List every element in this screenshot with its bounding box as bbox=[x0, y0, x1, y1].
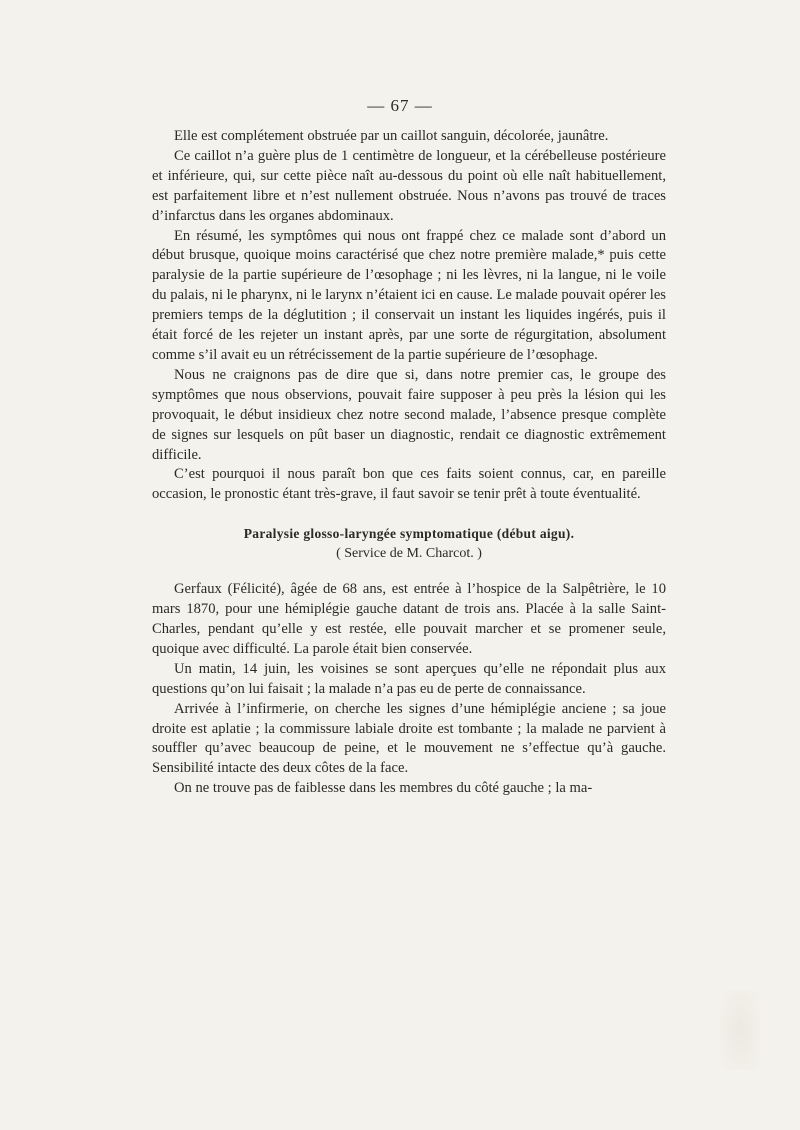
paragraph: En résumé, les symptômes qui nous ont frappé chez ce malade sont d’abord un début brusque, quoique moins caractérisé que chez notre première malade,* puis cette paralysie de la partie supérieure de l’œsophage ; ni les lèvres, ni la langue, ni le voile du palais, ni le pharynx, ni le larynx n’étaient ici en cause. Le malade pouvait opérer les premiers temps de la déglutition ; il conservait un instant les liquides ingérés, puis il était forcé de les rejeter un instant après, par une sorte de régurgitation, absolument comme s’il avait eu un rétrécissement de la partie supérieure de l’œsophage. bbox=[152, 227, 666, 363]
paragraph: Nous ne craignons pas de dire que si, dans notre premier cas, le groupe des symptômes que nous observions, pouvait faire supposer à peu près la lésion qui les provoquait, le début insidieux chez notre second malade, l’absence presque complète de signes sur lesquels on pût baser un diagnostic, rendait ce diagnostic extrêmement difficile. bbox=[152, 366, 666, 463]
paragraph: On ne trouve pas de faiblesse dans les membres du côté gauche ; la ma- bbox=[174, 780, 593, 797]
paper-stain bbox=[720, 990, 760, 1070]
page-number: — 67 — bbox=[367, 96, 433, 115]
paragraph: C’est pourquoi il nous paraît bon que ces faits soient connus, car, en pareille occasion, le pronostic étant très-grave, il faut savoir se tenir prêt à toute éventualité. bbox=[152, 466, 666, 503]
paragraph: Elle est complétement obstruée par un caillot sanguin, décolorée, jaunâtre. bbox=[174, 128, 609, 144]
section-title: Paralysie glosso-laryngée symptomatique (début aigu). bbox=[243, 526, 575, 542]
section-service-line: ( Service de M. Charcot. ) bbox=[336, 546, 482, 562]
paragraph: Un matin, 14 juin, les voisines se sont aperçues qu’elle ne répondait plus aux questions qu’on lui faisait ; la malade n’a pas eu de perte de connaissance. bbox=[152, 660, 666, 697]
paragraph: Gerfaux (Félicité), âgée de 68 ans, est entrée à l’hospice de la Salpêtrière, le 10 mars 1870, pour une hémiplégie gauche datant de trois ans. Placée à la salle Saint-Charles, pendant qu’elle y est restée, elle pouvait marcher et se promener seule, quoique avec difficulté. La parole était bien conservée. bbox=[152, 581, 666, 657]
body-text bbox=[152, 127, 666, 799]
paragraph: Arrivée à l’infirmerie, on cherche les signes d’une hémiplégie anciene ; sa joue droite est aplatie ; la commissure labiale droite est tombante ; la malade ne parvient à souffler qu’avec beaucoup de peine, et le mouvement ne s’effectue qu’à gauche. Sensibilité intacte des deux côtes de la face. bbox=[152, 700, 666, 777]
paragraph: Ce caillot n’a guère plus de 1 centimètre de longueur, et la cérébelleuse postérieure et inférieure, qui, sur cette pièce naît au-dessous du point où elle naît habituellement, est parfaitement libre et n’est nullement obstruée. Nous n’avons pas trouvé de traces d’infarctus dans les organes abdominaux. bbox=[152, 147, 666, 224]
